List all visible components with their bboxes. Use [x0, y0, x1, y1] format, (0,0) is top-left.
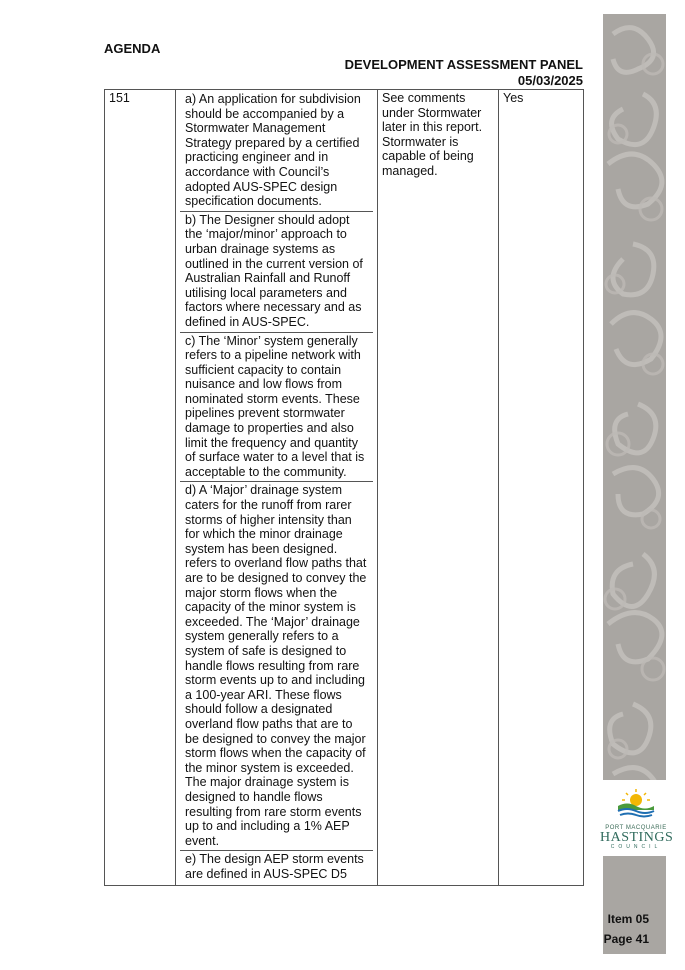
logo-line-council: COUNCIL — [610, 844, 662, 850]
requirement-b: b) The Designer should adopt the ‘major/minor’ approach to urban drainage systems as outlined in the current version of Australian Rainfall and Runoff utilising local parameters and factors where necessary and as defined in AUS-SPEC. — [180, 212, 373, 333]
requirement-a: a) An application for subdivision should be accompanied by a Stormwater Management Strategy prepared by a certified practicing engineer and in accordance with Council’s adopted AUS-SPEC design specification documents. — [180, 91, 373, 212]
requirement-c: c) The ‘Minor’ system generally refers to a pipeline network with sufficient capacity to contain nuisance and low flows from nominated storm events. These pipelines prevent stormwater damage to properties and also limit the frequency and quantity of surface water to a level that is acceptable to the community. — [180, 333, 373, 483]
logo-line-hastings: HASTINGS — [600, 830, 674, 845]
council-logo — [600, 780, 672, 856]
logo-line-port: PORT MACQUARIE — [605, 825, 667, 831]
complies-cell: Yes — [499, 90, 584, 886]
comment-cell: See comments under Stormwater later in this report. Stormwater is capable of being managed. — [378, 90, 499, 886]
requirement-d: d) A ‘Major’ drainage system caters for the runoff from rarer storms of higher intensity than for which the minor drainage system has been designed. refers to overland flow paths that are to be designed to convey the major storm flows when the capacity of the minor system is exceeded. The ‘Major’ drainage system generally refers to a system of safe is designed to handle flows resulting from rare storm events up to and including a 100-year ARI. These flows should follow a designated overland flow paths that are to be designed to convey the major storm flows when the capacity of the minor system is exceeded. The major drainage system is designed to handle flows resulting from rare storm events up to and including a 1% AEP event. — [180, 482, 373, 851]
requirements-cell — [176, 90, 378, 886]
requirement-e: e) The design AEP storm events are defined in AUS-SPEC D5 — [185, 852, 364, 881]
agenda-heading: AGENDA — [104, 41, 161, 56]
panel-heading: DEVELOPMENT ASSESSMENT PANEL — [344, 57, 583, 72]
assessment-table — [104, 89, 584, 886]
table-row — [105, 90, 584, 886]
meeting-date: 05/03/2025 — [517, 73, 583, 88]
sun-waves-icon — [614, 788, 658, 818]
page-number: Page 41 — [603, 932, 649, 946]
item-number: Item 05 — [607, 912, 649, 926]
clause-number: 151 — [105, 90, 176, 886]
